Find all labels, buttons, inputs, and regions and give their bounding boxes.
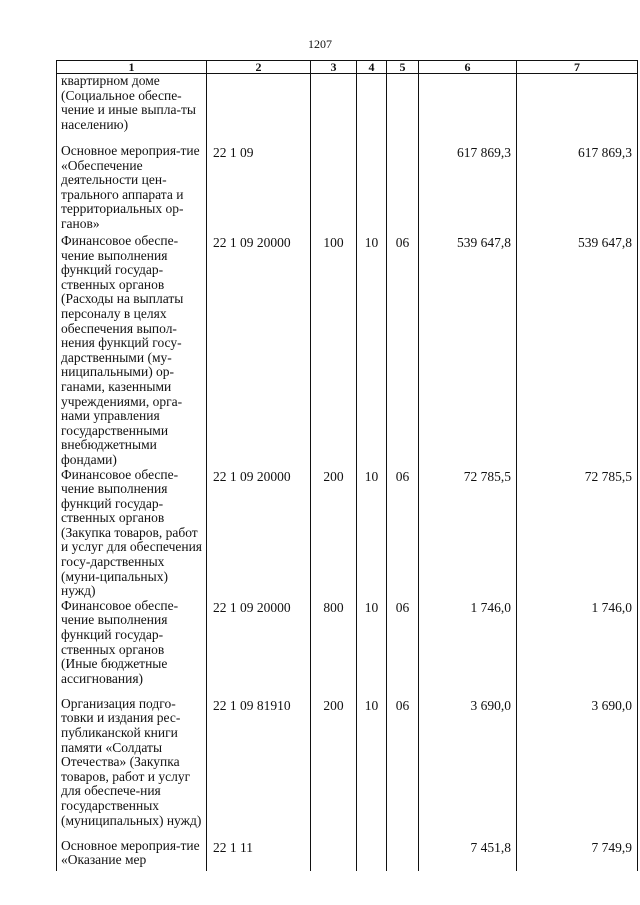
subsection: 06 xyxy=(387,599,419,697)
header-col-7: 7 xyxy=(517,61,638,74)
subsection xyxy=(387,74,419,145)
item-name: Организация подго-товки и издания рес-публиканской книги памяти «Солдаты Отечества» (Закупка товаров, работ и услуг для обеспече-ния государственных (муниципальных) нужд) xyxy=(57,697,207,839)
target-code: 22 1 09 81910 xyxy=(207,697,311,839)
header-col-1: 1 xyxy=(57,61,207,74)
target-code: 22 1 09 xyxy=(207,144,311,234)
section: 10 xyxy=(357,234,387,468)
amount-col-6: 3 690,0 xyxy=(419,697,517,839)
item-name: квартирном доме (Социальное обеспе-чение и иные выпла-ты населению) xyxy=(57,74,207,145)
table-row xyxy=(57,839,638,871)
item-name: Финансовое обеспе-чение выполнения функций государ-ственных органов (Расходы на выплаты персоналу в целях обеспечения выпол-нения функций госу-дарственными (му-ниципальными) ор-ганами, казенными учреждениями, орга-нами управления государственными внебюджетными фондами) xyxy=(57,234,207,468)
header-col-5: 5 xyxy=(387,61,419,74)
target-code: 22 1 11 xyxy=(207,839,311,871)
header-col-2: 2 xyxy=(207,61,311,74)
expense-type: 800 xyxy=(311,599,357,697)
subsection: 06 xyxy=(387,697,419,839)
amount-col-6: 1 746,0 xyxy=(419,599,517,697)
page-number: 1207 xyxy=(308,37,332,51)
table-body xyxy=(57,74,638,871)
expense-type xyxy=(311,839,357,871)
table-row xyxy=(57,599,638,697)
budget-table xyxy=(56,60,638,871)
section: 10 xyxy=(357,599,387,697)
table-row xyxy=(57,74,638,145)
item-name: Основное мероприя-тие «Обеспечение деятельности цен-трального аппарата и территориальных ор-ганов» xyxy=(57,144,207,234)
expense-type: 200 xyxy=(311,468,357,599)
subsection xyxy=(387,839,419,871)
section: 10 xyxy=(357,697,387,839)
header-col-3: 3 xyxy=(311,61,357,74)
header-col-6: 6 xyxy=(419,61,517,74)
amount-col-6: 72 785,5 xyxy=(419,468,517,599)
table-row xyxy=(57,234,638,468)
amount-col-7: 72 785,5 xyxy=(517,468,638,599)
header-row xyxy=(57,61,638,74)
target-code xyxy=(207,74,311,145)
table-header xyxy=(57,61,638,74)
target-code: 22 1 09 20000 xyxy=(207,468,311,599)
subsection: 06 xyxy=(387,234,419,468)
amount-col-7: 7 749,9 xyxy=(517,839,638,871)
table-row xyxy=(57,468,638,599)
item-name: Финансовое обеспе-чение выполнения функций государ-ственных органов (Иные бюджетные ассигнования) xyxy=(57,599,207,697)
item-name: Основное мероприя-тие «Оказание мер xyxy=(57,839,207,871)
amount-col-6: 7 451,8 xyxy=(419,839,517,871)
expense-type: 200 xyxy=(311,697,357,839)
expense-type xyxy=(311,74,357,145)
amount-col-7: 539 647,8 xyxy=(517,234,638,468)
section xyxy=(357,144,387,234)
section xyxy=(357,839,387,871)
table-row xyxy=(57,144,638,234)
amount-col-6: 617 869,3 xyxy=(419,144,517,234)
subsection xyxy=(387,144,419,234)
section: 10 xyxy=(357,468,387,599)
table-row xyxy=(57,697,638,839)
expense-type xyxy=(311,144,357,234)
amount-col-7: 3 690,0 xyxy=(517,697,638,839)
section xyxy=(357,74,387,145)
amount-col-6 xyxy=(419,74,517,145)
item-name: Финансовое обеспе-чение выполнения функций государ-ственных органов (Закупка товаров, работ и услуг для обеспечения госу-дарственных (муни-ципальных) нужд) xyxy=(57,468,207,599)
expense-type: 100 xyxy=(311,234,357,468)
amount-col-7: 617 869,3 xyxy=(517,144,638,234)
amount-col-7: 1 746,0 xyxy=(517,599,638,697)
target-code: 22 1 09 20000 xyxy=(207,234,311,468)
amount-col-7 xyxy=(517,74,638,145)
header-col-4: 4 xyxy=(357,61,387,74)
amount-col-6: 539 647,8 xyxy=(419,234,517,468)
target-code: 22 1 09 20000 xyxy=(207,599,311,697)
subsection: 06 xyxy=(387,468,419,599)
